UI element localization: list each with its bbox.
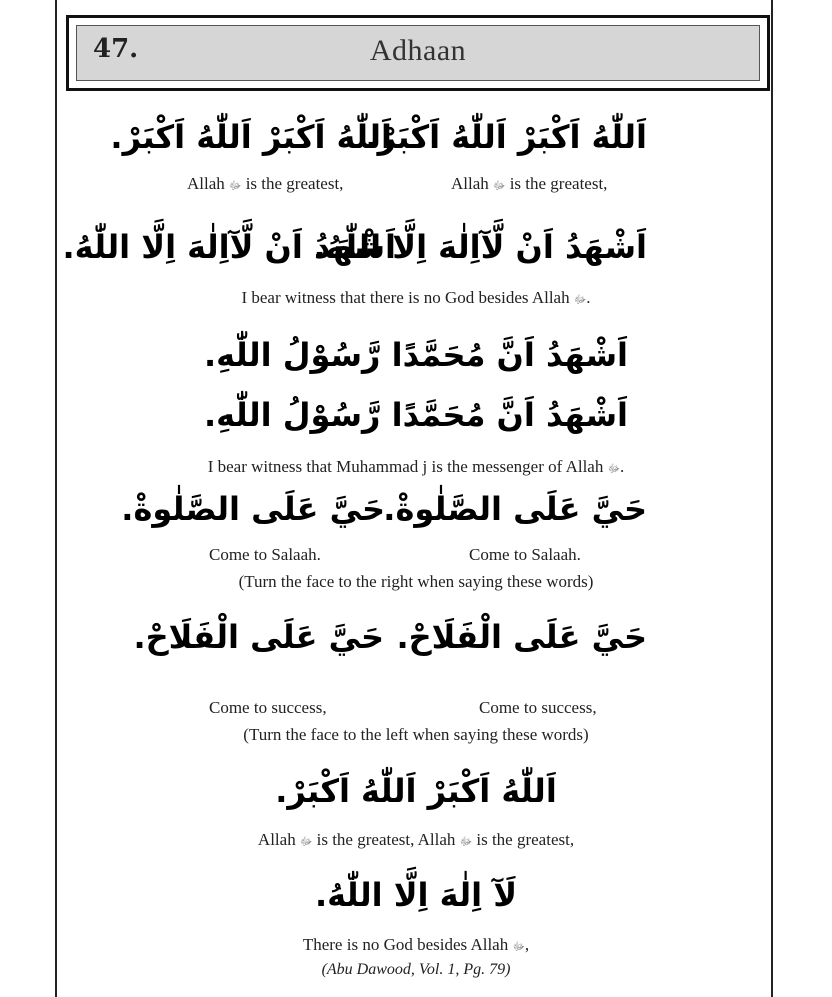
falaah-arabic-left: حَيَّ عَلَى الْفَلَاحْ.	[133, 618, 384, 656]
risalah-arabic-2: اَشْهَدُ اَنَّ مُحَمَّدًا رَّسُوْلُ اللّٰهِ.	[204, 396, 628, 434]
salaah-translation-right: Come to Salaah.	[469, 545, 581, 564]
falaah-translation-left: Come to success,	[209, 698, 327, 717]
falaah-arabic-right: حَيَّ عَلَى الْفَلَاحْ.	[396, 618, 647, 656]
takbeer-translation-right: Allah ﷻ is the greatest,	[451, 174, 608, 193]
salaah-instruction: (Turn the face to the right when saying these words)	[238, 572, 594, 591]
tahleel-arabic: لَآ اِلٰهَ اِلَّا اللّٰهُ.	[314, 876, 518, 914]
shahada-arabic-left: اَشْهَدُ اَنْ لَّآاِلٰهَ اِلَّا اللّٰهُ.	[62, 228, 396, 266]
allah-honorific-icon: ﷻ	[459, 836, 473, 848]
allah-honorific-icon: ﷻ	[607, 463, 621, 475]
chapter-number: 47.	[93, 34, 139, 64]
allah-honorific-icon: ﷻ	[512, 941, 525, 953]
citation: (Abu Dawood, Vol. 1, Pg. 79)	[321, 961, 511, 978]
takbeer-end-translation: Allah ﷻ is the greatest, Allah ﷻ is the greatest,	[257, 830, 575, 849]
shahada-arabic-right: اَشْهَدُ اَنْ لَّآاِلٰهَ اِلَّا اللّٰهُ.	[313, 228, 647, 266]
salaah-arabic-left: حَيَّ عَلَى الصَّلٰوةْ.	[121, 490, 385, 528]
shahada-translation: I bear witness that there is no God besides Allah ﷻ.	[241, 288, 591, 307]
falaah-translation-right: Come to success,	[479, 698, 597, 717]
allah-honorific-icon: ﷻ	[299, 836, 313, 848]
takbeer-arabic-right: اَللّٰهُ اَكْبَرْ اَللّٰهُ اَكْبَرْ.	[365, 118, 647, 156]
chapter-title: Adhaan	[369, 34, 467, 67]
chapter-header-panel	[76, 25, 760, 81]
allah-honorific-icon: ﷻ	[573, 294, 587, 306]
takbeer-translation-left: Allah ﷻ is the greatest,	[187, 174, 344, 193]
falaah-instruction: (Turn the face to the left when saying these words)	[243, 725, 589, 744]
allah-honorific-icon: ﷻ	[229, 180, 242, 192]
salaah-translation-left: Come to Salaah.	[209, 545, 321, 564]
allah-honorific-icon: ﷻ	[493, 180, 506, 192]
risalah-translation: I bear witness that Muhammad j is the messenger of Allah ﷻ.	[207, 457, 625, 476]
chapter-header	[66, 15, 770, 91]
takbeer-arabic-left: اَللّٰهُ اَكْبَرْ اَللّٰهُ اَكْبَرْ.	[110, 118, 392, 156]
risalah-arabic-1: اَشْهَدُ اَنَّ مُحَمَّدًا رَّسُوْلُ اللّٰهِ.	[204, 336, 628, 374]
salaah-arabic-right: حَيَّ عَلَى الصَّلٰوةْ.	[383, 490, 647, 528]
takbeer-end-arabic: اَللّٰهُ اَكْبَرْ اَللّٰهُ اَكْبَرْ.	[275, 772, 557, 810]
tahleel-translation: There is no God besides Allah ﷻ,	[302, 935, 530, 954]
